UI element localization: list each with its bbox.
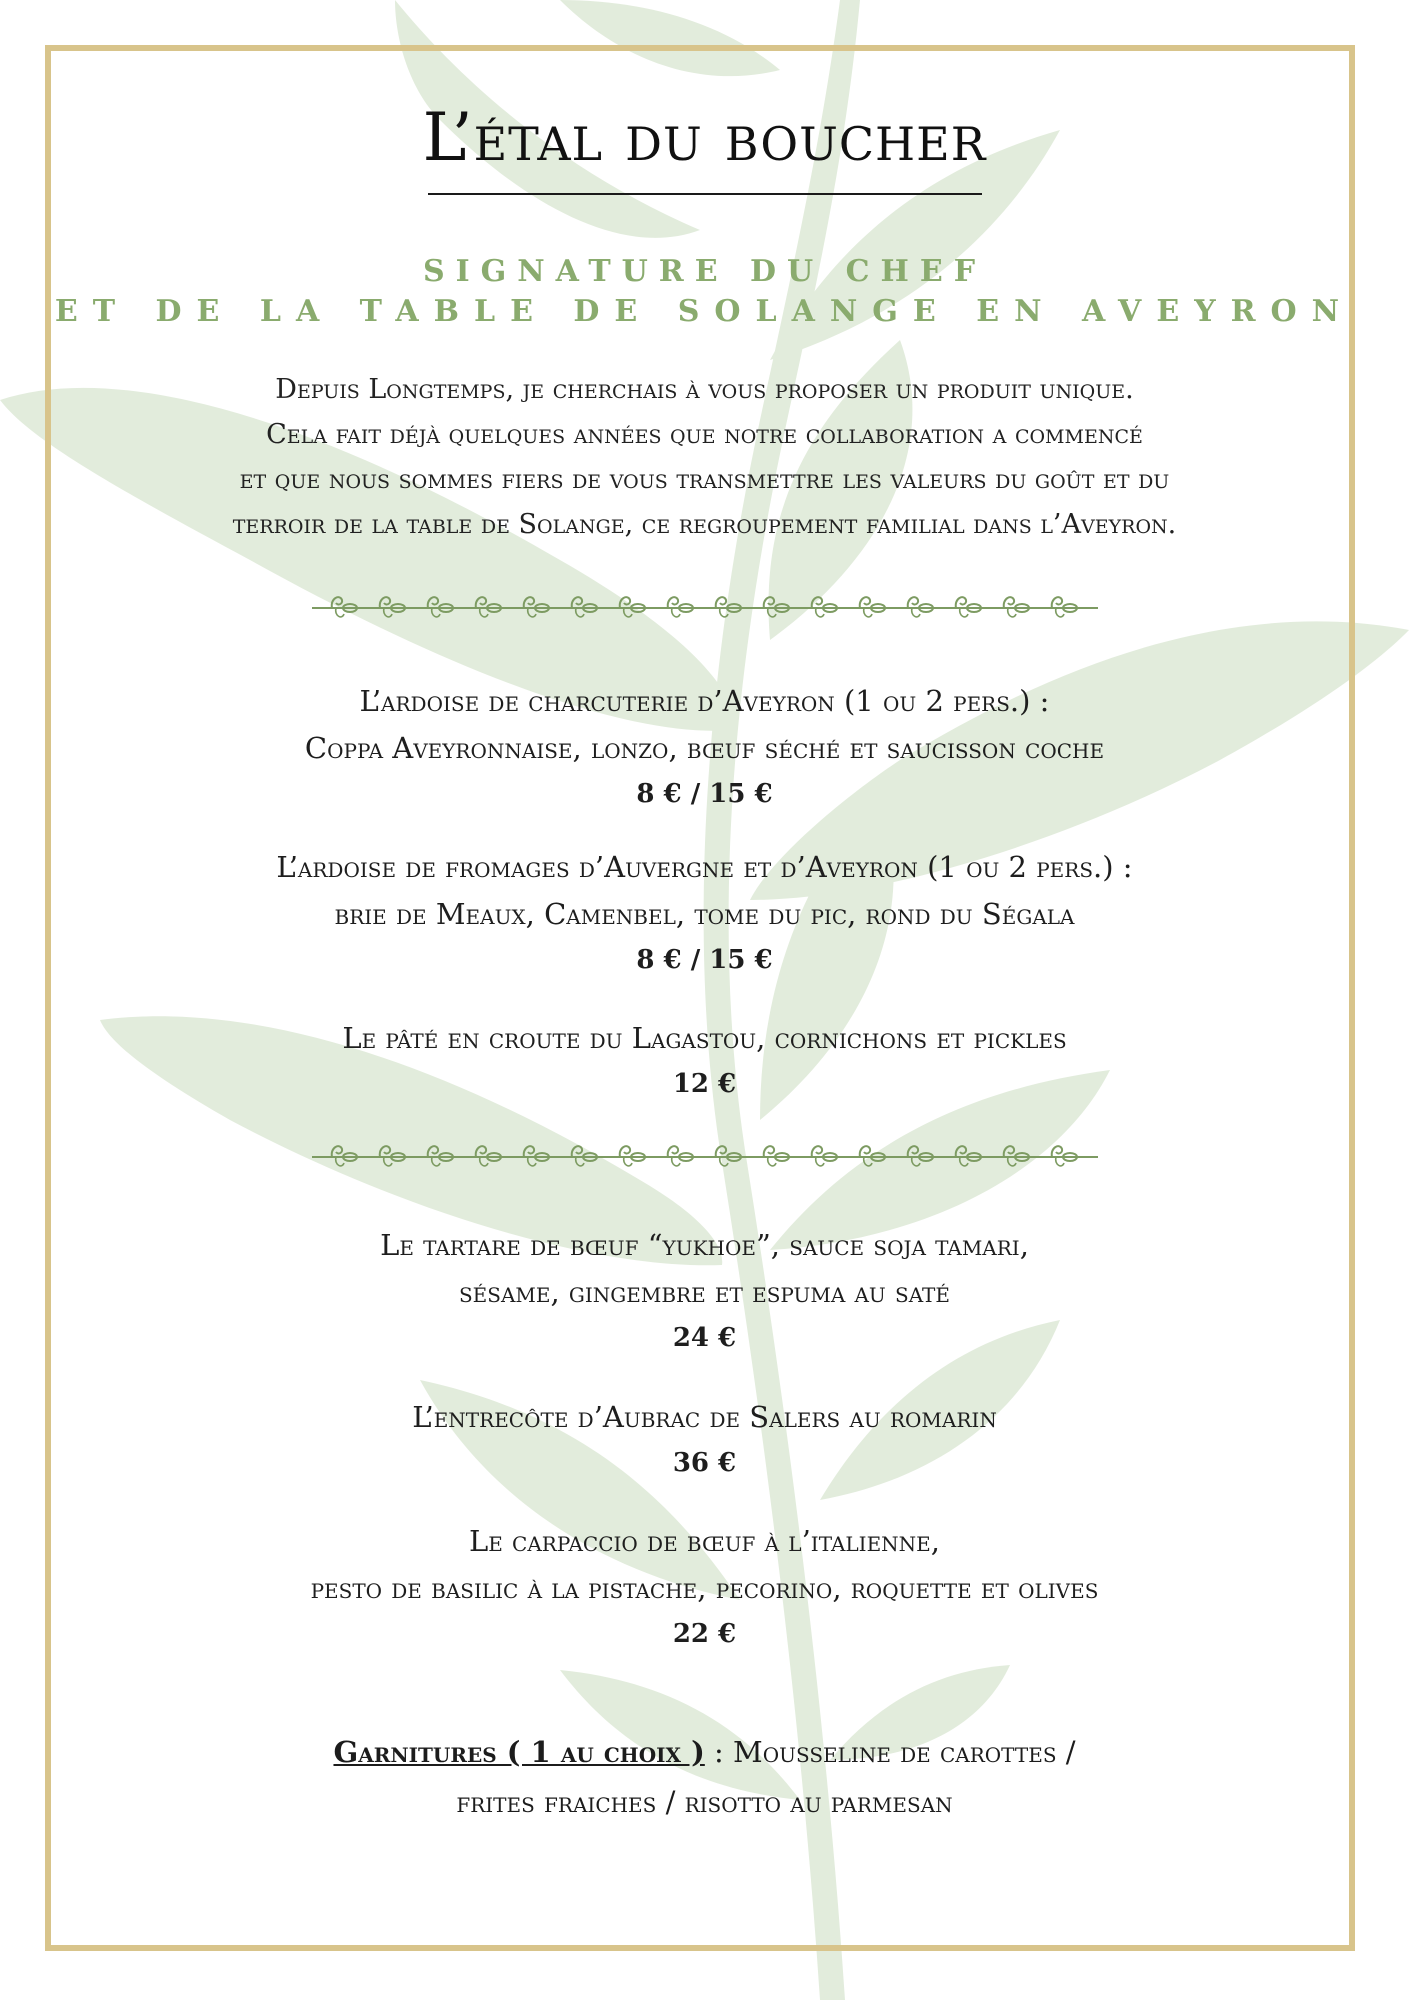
vine-divider-icon (310, 588, 1100, 628)
item-price: 8 € / 15 € (636, 945, 773, 975)
menu-item-pate (0, 1015, 1409, 1106)
title-divider (428, 193, 982, 195)
item-name: Le pâté en croute du Lagastou, cornichons et pickles (342, 1021, 1067, 1055)
intro-line: Depuis Longtemps, je cherchais à vous proposer un produit unique. (275, 374, 1134, 405)
item-description: sésame, gingembre et espuma au saté (458, 1275, 951, 1309)
item-description: brie de Meaux, Camenbel, tome du pic, rond du Ségala (334, 897, 1075, 931)
garnitures-options: : Mousseline de carottes / (704, 1735, 1076, 1769)
item-name: L’entrecôte d’Aubrac de Salers au romarin (412, 1400, 997, 1434)
item-name: L’ardoise de fromages d’Auvergne et d’Aveyron (1 ou 2 pers.) : (276, 850, 1133, 884)
item-price: 22 € (672, 1619, 737, 1649)
vine-divider-icon (310, 1137, 1100, 1177)
menu-item-fromages (0, 844, 1409, 982)
intro-line: Cela fait déjà quelques années que notre collaboration a commencé (266, 419, 1143, 450)
item-price: 12 € (672, 1069, 737, 1099)
item-description: Coppa Aveyronnaise, lonzo, bœuf séché et saucisson coche (304, 731, 1105, 765)
item-name: Le carpaccio de bœuf à l’italienne, (468, 1524, 941, 1558)
item-name: L’ardoise de charcuterie d’Aveyron (1 ou 2 pers.) : (359, 684, 1050, 718)
intro-paragraph (0, 367, 1409, 547)
garnitures-options-2: frites fraiches / risotto au parmesan (456, 1785, 953, 1819)
subtitle-line-2: ET DE LA TABLE DE SOLANGE EN AVEYRON (54, 294, 1355, 329)
subtitle-line-1: SIGNATURE DU CHEF (422, 254, 987, 289)
menu-item-tartare (0, 1222, 1409, 1360)
garnitures-label: Garnitures ( 1 au choix ) (333, 1735, 705, 1769)
item-price: 8 € / 15 € (636, 779, 773, 809)
intro-line: terroir de la table de Solange, ce regroupement familial dans l’Aveyron. (232, 509, 1177, 540)
page-title: L’étal du boucher (422, 99, 987, 176)
item-description: pesto de basilic à la pistache, pecorino, roquette et olives (310, 1571, 1099, 1605)
garnitures (0, 1727, 1409, 1827)
menu-item-charcuterie (0, 678, 1409, 816)
item-name: Le tartare de bœuf “yukhoe”, sauce soja tamari, (380, 1228, 1029, 1262)
item-price: 24 € (672, 1323, 737, 1353)
item-price: 36 € (672, 1448, 737, 1478)
menu-item-entrecote (0, 1394, 1409, 1485)
intro-line: et que nous sommes fiers de vous transmettre les valeurs du goût et du (239, 464, 1170, 495)
menu-item-carpaccio (0, 1518, 1409, 1656)
